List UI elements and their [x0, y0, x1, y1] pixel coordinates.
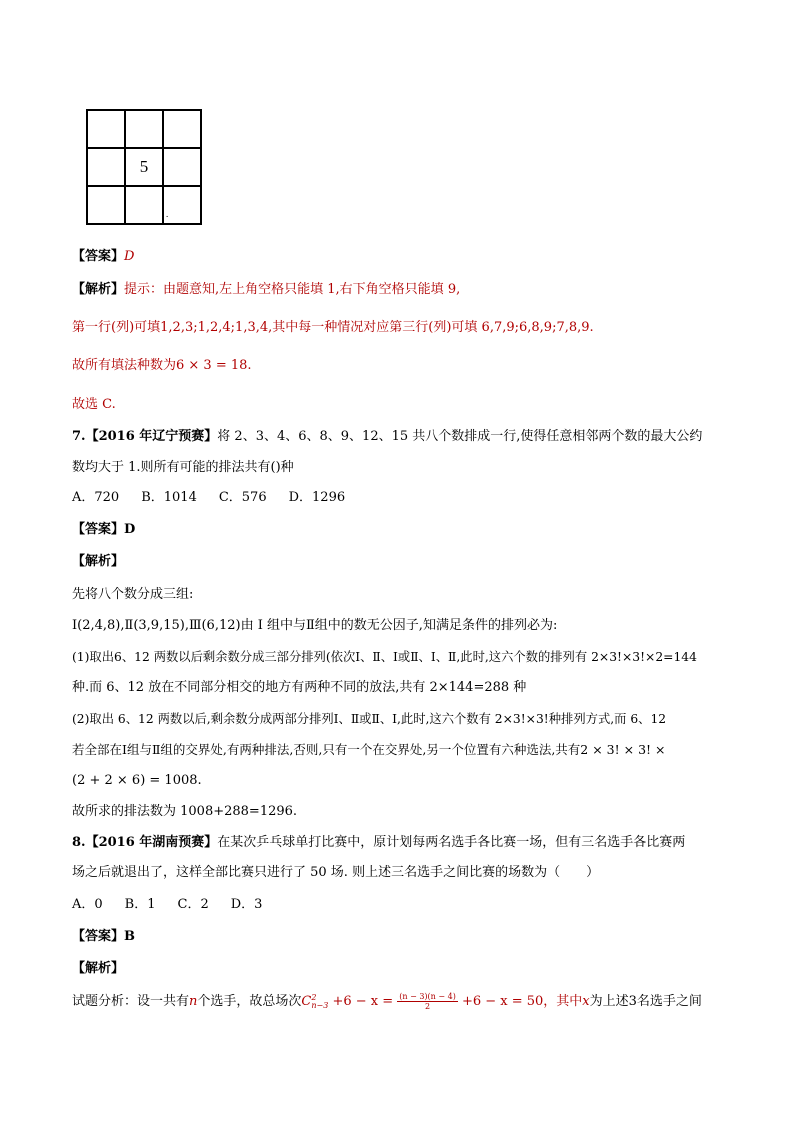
- grid-cell-center: 5: [125, 148, 163, 186]
- q7-option-a: A．720: [72, 490, 120, 505]
- q7-analysis-line5: (2)取出 6、12 两数以后,剩余数分成两部分排列Ⅰ、Ⅱ或Ⅱ、Ⅰ,此时,这六个数有 2×3!×3!种排列方式,而 6、12: [72, 712, 667, 726]
- q7-options: [72, 489, 367, 507]
- q7-analysis-label: 【解析】: [72, 554, 125, 569]
- grid-cell: [87, 148, 125, 186]
- q7-analysis-line1: 先将八个数分成三组:: [72, 587, 194, 602]
- q7-option-c: C．576: [218, 490, 267, 505]
- q8-analysis-line1: 试题分析：设一共有n个选手，故总场次C 2 n−3 +6 − x = $\frac{(n - 3)(n - 4)}{2}$ +6 − x = 50，其中x为上述3名选手之间: [72, 992, 702, 1011]
- q8-stem-line1: 8.【2016 年湖南预赛】在某次乒乓球单打比赛中，原计划每两名选手各比赛一场，但有三名选手各比赛两: [72, 835, 686, 850]
- q6-analysis-line3: 故所有填法种数为6 × 3 = 18.: [72, 358, 252, 373]
- q6-analysis-line2: 第一行(列)可填1,2,3;1,2,4;1,3,4,其中每一种情况对应第三行(列)可填 6,7,9;6,8,9;7,8,9.: [72, 320, 594, 335]
- q7-stem-line2: 数均大于 1.则所有可能的排法共有()种: [72, 460, 294, 475]
- grid-cell: [125, 110, 163, 148]
- q7-answer: 【答案】D: [72, 522, 136, 537]
- grid-cell: [163, 110, 201, 148]
- q7-analysis-line2: Ⅰ(2,4,8),Ⅱ(3,9,15),Ⅲ(6,12)由 I 组中与Ⅱ组中的数无公因子,知满足条件的排列必为:: [72, 618, 558, 633]
- q8-options: [72, 896, 284, 914]
- grid-cell: [125, 186, 163, 224]
- grid-cell: [163, 148, 201, 186]
- q6-answer: 【答案】D: [72, 249, 135, 264]
- fraction: $\frac{(n - 3)(n - 4)}{2}$: [399, 992, 456, 1011]
- combination-symbol: C 2 n−3: [301, 992, 329, 1010]
- q7-option-b: B．1014: [141, 490, 197, 505]
- q8-option-b: B．1: [124, 897, 156, 912]
- q8-stem-line2: 场之后就退出了，这样全部比赛只进行了 50 场. 则上述三名选手之间比赛的场数为（ ）: [72, 865, 600, 880]
- number-grid-3x3: [86, 109, 202, 225]
- q8-answer: 【答案】B: [72, 929, 135, 944]
- grid-cell: [87, 110, 125, 148]
- q8-option-a: A．0: [72, 897, 103, 912]
- q6-analysis-line1: 【解析】提示：由题意知,左上角空格只能填 1,右下角空格只能填 9,: [72, 282, 461, 297]
- q7-analysis-line3: (1)取出6、12 两数以后剩余数分成三部分排列(依次Ⅰ、Ⅱ、Ⅰ或Ⅱ、Ⅰ、Ⅱ,此时,这六个数的排列有 2×3!×3!×2=144: [72, 650, 697, 664]
- q7-analysis-line4: 种.而 6、12 放在不同部分相交的地方有两种不同的放法,共有 2×144=288 种: [72, 680, 527, 695]
- q7-analysis-line7: (2 + 2 × 6) = 1008.: [72, 773, 202, 788]
- q7-analysis-line6: 若全部在Ⅰ组与Ⅱ组的交界处,有两种排法,否则,只有一个在交界处,另一个位置有六种选法,共有2 × 3! × 3! ×: [72, 742, 666, 757]
- grid-cell: .: [163, 186, 201, 224]
- q8-option-d: D．3: [230, 897, 263, 912]
- grid-cell: [87, 186, 125, 224]
- q6-analysis-line4: 故选 C.: [72, 397, 116, 412]
- q8-analysis-label: 【解析】: [72, 961, 125, 976]
- q7-analysis-line8: 故所求的排法数为 1008+288=1296.: [72, 804, 298, 819]
- q7-stem-line1: 7.【2016 年辽宁预赛】将 2、3、4、6、8、9、12、15 共八个数排成一行,使得任意相邻两个数的最大公约: [72, 429, 703, 444]
- q7-option-d: D．1296: [288, 490, 346, 505]
- q8-option-c: C．2: [177, 897, 209, 912]
